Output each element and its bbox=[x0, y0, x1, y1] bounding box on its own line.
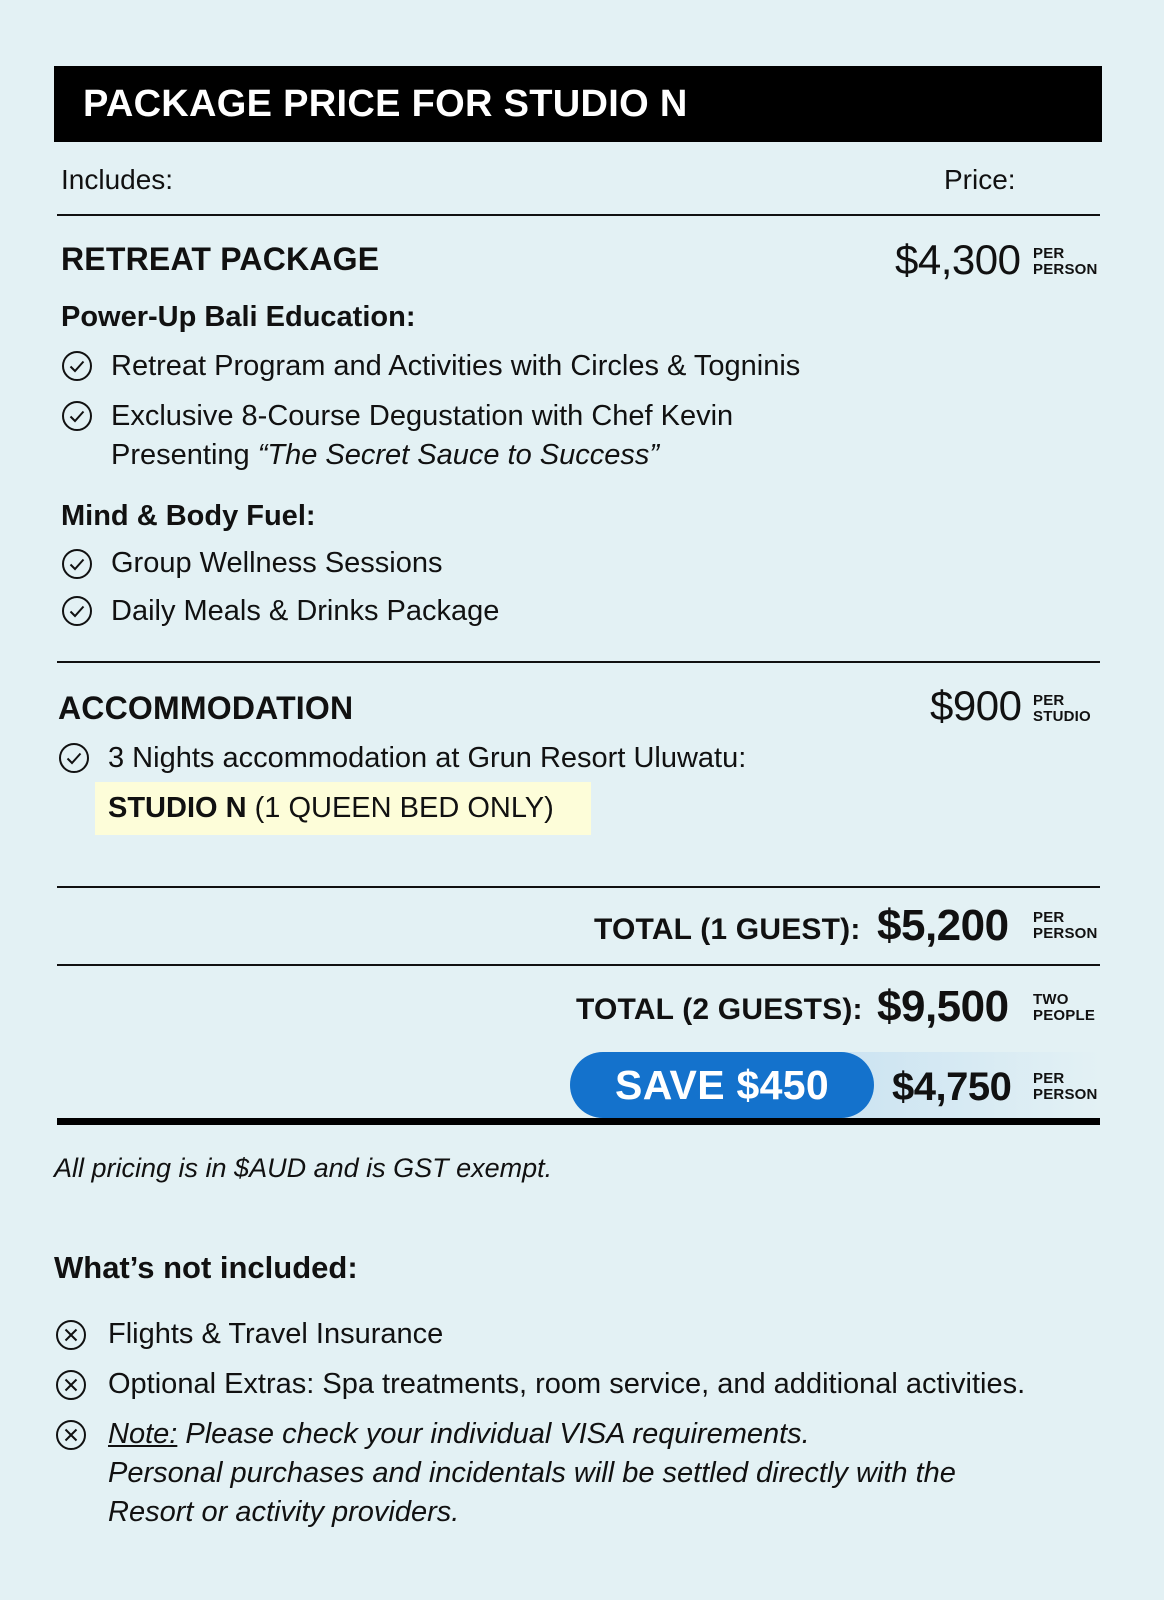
education-heading: Power-Up Bali Education: bbox=[61, 301, 416, 333]
list-item: 3 Nights accommodation at Grun Resort Uluwatu: bbox=[108, 742, 747, 774]
note-line-1: Please check your individual VISA requirements. bbox=[177, 1418, 810, 1450]
check-circle-icon bbox=[61, 595, 93, 627]
x-circle-icon bbox=[55, 1369, 87, 1401]
visa-note bbox=[108, 1415, 810, 1453]
list-item: Flights & Travel Insurance bbox=[108, 1318, 444, 1350]
check-circle-icon bbox=[61, 350, 93, 382]
check-circle-icon bbox=[58, 742, 90, 774]
note-line-3: Resort or activity providers. bbox=[108, 1496, 460, 1528]
x-circle-icon bbox=[55, 1419, 87, 1451]
retreat-price-unit: PER PERSON bbox=[1033, 245, 1098, 278]
list-item: Exclusive 8-Course Degustation with Chef Kevin bbox=[111, 400, 734, 432]
room-name: STUDIO N bbox=[108, 792, 247, 824]
save-badge: SAVE $450 bbox=[570, 1052, 874, 1118]
accommodation-price: $900 bbox=[930, 682, 1022, 729]
divider-thick bbox=[57, 1118, 1100, 1125]
check-circle-icon bbox=[61, 400, 93, 432]
list-item: Retreat Program and Activities with Circles & Togninis bbox=[111, 350, 801, 382]
page-title: PACKAGE PRICE FOR STUDIO N bbox=[54, 66, 1102, 142]
list-item: Optional Extras: Spa treatments, room service, and additional activities. bbox=[108, 1368, 1026, 1400]
presentation-title: “The Secret Sauce to Success” bbox=[257, 439, 660, 471]
pricing-note: All pricing is in $AUD and is GST exempt. bbox=[54, 1153, 553, 1183]
note-line-2: Personal purchases and incidentals will be settled directly with the bbox=[108, 1457, 956, 1489]
room-type bbox=[108, 782, 554, 835]
x-circle-icon bbox=[55, 1319, 87, 1351]
divider bbox=[57, 661, 1100, 663]
accommodation-price-unit: PER STUDIO bbox=[1033, 692, 1091, 725]
retreat-price: $4,300 bbox=[895, 236, 1021, 283]
total-two-guests-unit: TWO PEOPLE bbox=[1033, 991, 1096, 1024]
presenting-prefix: Presenting bbox=[111, 439, 258, 471]
room-detail: (1 QUEEN BED ONLY) bbox=[246, 792, 554, 824]
total-two-guests-price: $9,500 bbox=[877, 982, 1009, 1031]
retreat-package-title: RETREAT PACKAGE bbox=[61, 241, 380, 277]
list-item: Group Wellness Sessions bbox=[111, 547, 443, 579]
total-two-guests-label: TOTAL (2 GUESTS): bbox=[576, 993, 863, 1026]
fuel-heading: Mind & Body Fuel: bbox=[61, 500, 316, 532]
accommodation-title: ACCOMMODATION bbox=[58, 690, 354, 726]
note-label: Note: bbox=[108, 1418, 178, 1450]
per-person-price: $4,750 bbox=[892, 1065, 1012, 1109]
divider bbox=[57, 964, 1100, 966]
check-circle-icon bbox=[61, 548, 93, 580]
list-item-continuation bbox=[111, 436, 659, 474]
total-one-guest-price: $5,200 bbox=[877, 901, 1009, 950]
includes-label: Includes: bbox=[61, 164, 174, 195]
per-person-unit: PER PERSON bbox=[1033, 1070, 1098, 1103]
total-one-guest-unit: PER PERSON bbox=[1033, 909, 1098, 942]
not-included-title: What’s not included: bbox=[54, 1250, 358, 1285]
price-label: Price: bbox=[944, 164, 1016, 195]
divider bbox=[57, 214, 1100, 216]
total-one-guest-label: TOTAL (1 GUEST): bbox=[594, 913, 861, 946]
divider bbox=[57, 886, 1100, 888]
list-item: Daily Meals & Drinks Package bbox=[111, 595, 500, 627]
